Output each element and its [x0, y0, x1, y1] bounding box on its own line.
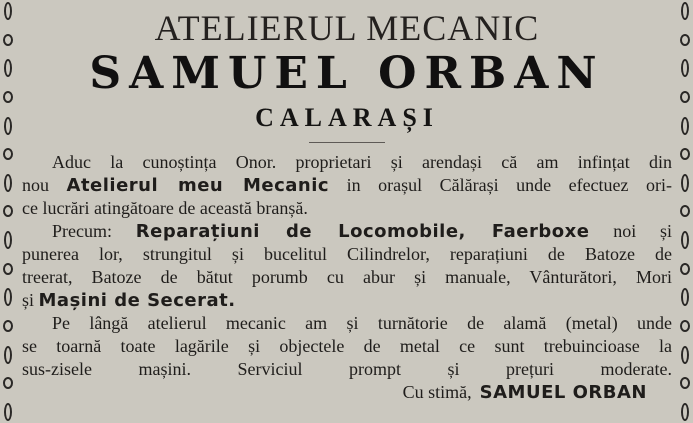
chain-link [681, 59, 689, 77]
heading-divider [309, 142, 385, 143]
chain-border-left [0, 0, 16, 423]
paragraph-2-line-2: punerea lor, strungitul și bucelitul Cilindrelor, reparațiuni de Batoze de [22, 244, 672, 264]
chain-link [3, 34, 13, 46]
chain-link [680, 205, 690, 217]
heading-line-2: SAMUEL ORBAN [89, 48, 605, 99]
chain-link [681, 174, 689, 192]
paragraph-1-line-2-bold: Atelierul meu Mecanic [66, 175, 330, 196]
paragraph-2-line-4 [22, 289, 672, 312]
paragraph-2-line-1-bold: Reparațiuni de Locomobile, Faerboxe [135, 221, 590, 242]
paragraph-2-line-4-pre: și [22, 290, 35, 310]
ad-body [22, 151, 672, 404]
chain-link [3, 91, 13, 103]
paragraph-3-line-3-right: Serviciul prompt și prețuri moderate. [237, 359, 672, 379]
chain-link [3, 263, 13, 275]
signature-spacer [472, 381, 480, 404]
signature-name: SAMUEL ORBAN [479, 382, 647, 403]
chain-link [680, 91, 690, 103]
chain-link [3, 320, 13, 332]
chain-link [681, 2, 689, 20]
ad-content [22, 0, 672, 423]
heading-line-3: CALARAȘI [255, 103, 439, 132]
chain-border-right [677, 0, 693, 423]
chain-link [4, 2, 12, 20]
paragraph-2-line-1-post: noi și [613, 221, 672, 241]
chain-link [4, 231, 12, 249]
paragraph-1-line-1: Aduc la cunoștința Onor. proprietari și arendași că am infințat din [52, 152, 672, 172]
chain-link [680, 148, 690, 160]
chain-link [681, 346, 689, 364]
paragraph-1-line-2 [22, 174, 672, 197]
chain-link [3, 377, 13, 389]
chain-link [680, 34, 690, 46]
chain-link [681, 403, 689, 421]
paragraph-2-line-1 [22, 220, 672, 243]
chain-link [4, 117, 12, 135]
paragraph-1-line-2-pre: nou [22, 175, 49, 195]
paragraph-2-line-1-pre: Precum: [52, 221, 112, 241]
paragraph-3-line-3 [22, 358, 672, 381]
paragraph-3-line-1: Pe lângă atelierul mecanic am și turnătorie de alamă (metal) unde [52, 313, 672, 333]
paragraph-3-line-3-left: sus-zisele mașini. [22, 359, 191, 379]
chain-link [680, 263, 690, 275]
chain-link [680, 377, 690, 389]
chain-link [4, 59, 12, 77]
chain-link [681, 288, 689, 306]
signature-pre: Cu stimă, [402, 382, 472, 402]
paragraph-2-line-4-bold: Mașini de Secerat. [38, 290, 236, 311]
chain-link [681, 231, 689, 249]
paragraph-1-line-3: ce lucrări atingătoare de această branșă. [22, 198, 308, 218]
chain-link [681, 117, 689, 135]
signature-line [22, 381, 672, 404]
chain-link [3, 205, 13, 217]
paragraph-3-line-2: se toarnă toate lagările și objectele de metal ce sunt trebuincioase la [22, 336, 672, 356]
chain-link [3, 148, 13, 160]
chain-link [680, 320, 690, 332]
heading-line-1: ATELIERUL MECANIC [154, 8, 540, 48]
chain-link [4, 288, 12, 306]
chain-link [4, 346, 12, 364]
chain-link [4, 174, 12, 192]
chain-link [4, 403, 12, 421]
paragraph-1-line-2-post: in orașul Călărași unde efectuez ori- [346, 175, 672, 195]
paragraph-2-line-3: treerat, Batoze de bătut porumb cu abur și manuale, Vânturători, Mori [22, 267, 672, 287]
